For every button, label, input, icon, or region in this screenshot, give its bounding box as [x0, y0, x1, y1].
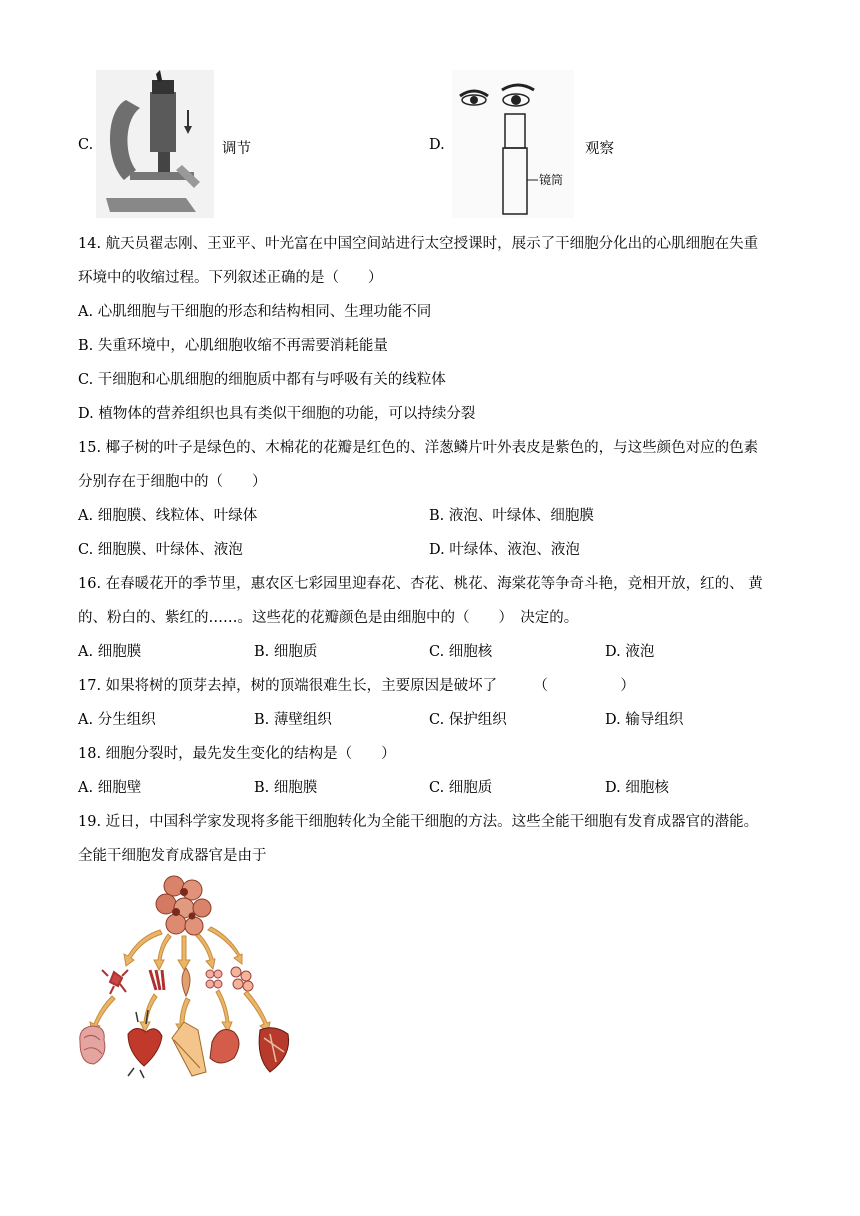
q19-stem-line2: 全能干细胞发育成器官是由于	[78, 848, 267, 864]
q17-stem: 17. 如果将树的顶芽去掉，树的顶端很难生长，主要原因是破坏了 （ ）	[78, 678, 635, 694]
q14-option-a: A. 心肌细胞与干细胞的形态和结构相同、生理功能不同	[78, 304, 432, 320]
q17-option-a: A. 分生组织	[78, 712, 156, 728]
stem-cell-cluster	[156, 876, 211, 935]
q14-option-c: C. 干细胞和心肌细胞的细胞质中都有与呼吸有关的线粒体	[78, 372, 446, 388]
eyes-observe-figure	[452, 70, 574, 218]
q16-option-d: D. 液泡	[605, 644, 655, 660]
q13-option-d-caption: 观察	[585, 141, 614, 157]
q15-option-a: A. 细胞膜、线粒体、叶绿体	[78, 508, 258, 524]
q16-stem-line1: 16. 在春暖花开的季节里，惠农区七彩园里迎春花、杏花、桃花、海棠花等争奇斗艳，竞相开放，红的、 黄	[78, 576, 763, 592]
q14-stem-line2: 环境中的收缩过程。下列叙述正确的是（ ）	[78, 270, 383, 286]
q18-option-c: C. 细胞质	[429, 780, 493, 796]
q19-stem-line1: 19. 近日，中国科学家发现将多能干细胞转化为全能干细胞的方法。这些全能干细胞有发育成器官的潜能。	[78, 814, 759, 830]
q18-option-a: A. 细胞壁	[78, 780, 142, 796]
microscope-adjust-figure	[96, 70, 214, 218]
q18-option-d: D. 细胞核	[605, 780, 669, 796]
q14-option-b: B. 失重环境中，心肌细胞收缩不再需要消耗能量	[78, 338, 388, 354]
stem-cell-differentiation-figure	[74, 872, 300, 1082]
q17-option-b: B. 薄壁组织	[254, 712, 332, 728]
q14-stem-line1: 14. 航天员翟志刚、王亚平、叶光富在中国空间站进行太空授课时，展示了干细胞分化出的心肌细胞在失重	[78, 236, 759, 252]
q16-stem-line2: 的、粉白的、紫红的……。这些花的花瓣颜色是由细胞中的（ ） 决定的。	[78, 610, 579, 626]
q18-stem: 18. 细胞分裂时，最先发生变化的结构是（ ）	[78, 746, 396, 762]
q15-option-d: D. 叶绿体、液泡、液泡	[429, 542, 580, 558]
q15-stem-line2: 分别存在于细胞中的（ ）	[78, 474, 267, 490]
q15-option-c: C. 细胞膜、叶绿体、液泡	[78, 542, 243, 558]
q18-option-b: B. 细胞膜	[254, 780, 318, 796]
q14-option-d: D. 植物体的营养组织也具有类似干细胞的功能，可以持续分裂	[78, 406, 476, 422]
q17-option-d: D. 输导组织	[605, 712, 684, 728]
q15-option-b: B. 液泡、叶绿体、细胞膜	[429, 508, 594, 524]
q13-option-c-letter: C.	[78, 137, 94, 153]
q13-option-c-caption: 调节	[222, 141, 251, 157]
q16-option-c: C. 细胞核	[429, 644, 493, 660]
lens-tube-label: 镜筒	[539, 173, 564, 187]
q16-option-b: B. 细胞质	[254, 644, 318, 660]
q16-option-a: A. 细胞膜	[78, 644, 142, 660]
q17-option-c: C. 保护组织	[429, 712, 507, 728]
q15-stem-line1: 15. 椰子树的叶子是绿色的、木棉花的花瓣是红色的、洋葱鳞片叶外表皮是紫色的，与这些颜色对应的色素	[78, 440, 759, 456]
q13-option-d-letter: D.	[429, 137, 445, 153]
